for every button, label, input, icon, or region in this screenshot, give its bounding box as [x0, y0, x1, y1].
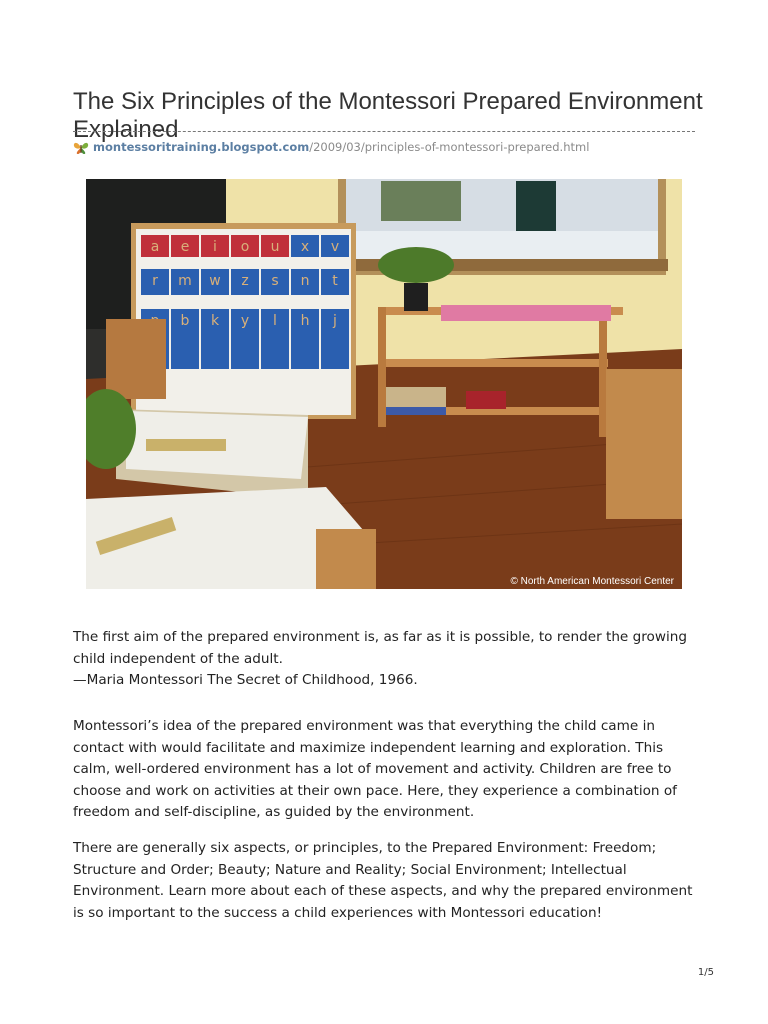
- letter-card-label: x: [300, 239, 310, 255]
- butterfly-icon: [73, 141, 89, 160]
- title-divider: [73, 131, 695, 132]
- quote-text: The first aim of the prepared environment is, as far as it is possible, to render the growing child independent of the adult.: [73, 629, 687, 667]
- letter-card-label: u: [270, 239, 280, 255]
- letter-card-label: l: [273, 313, 277, 329]
- letter-card-label: h: [300, 313, 310, 329]
- letter-card-label: i: [213, 239, 217, 255]
- letter-card-label: t: [332, 273, 338, 289]
- letter-card-label: o: [240, 239, 250, 255]
- letter-card-label: w: [209, 273, 221, 289]
- photo-credit: © North American Montessori Center: [510, 576, 674, 587]
- source-path[interactable]: /2009/03/principles-of-montessori-prepared.html: [309, 140, 590, 154]
- source-domain[interactable]: montessoritraining.blogspot.com: [93, 140, 310, 154]
- letter-card-label: s: [271, 273, 279, 289]
- quote-attribution: —Maria Montessori The Secret of Childhood, 1966.: [73, 672, 418, 688]
- classroom-photo: [86, 179, 682, 589]
- letter-card-label: j: [333, 313, 337, 329]
- letter-card-label: m: [178, 273, 192, 289]
- quote-block: [73, 627, 698, 692]
- classroom-illustration: [86, 179, 682, 589]
- paragraph-1: Montessori’s idea of the prepared environment was that everything the child came in contact with would facilitate and maximize independent learning and exploration. This calm, well-ordered environment has a lot of movement and activity. Children are free to choose and work on activities at their own pace. Here, they experience a combination of freedom and self-discipline, as guided by the environment.: [73, 718, 677, 820]
- source-link[interactable]: [73, 138, 589, 156]
- letter-card-label: y: [240, 313, 250, 329]
- page-title: The Six Principles of the Montessori Prepared Environment Explained: [73, 88, 703, 144]
- letter-card-label: z: [241, 273, 249, 289]
- letter-card-label: k: [210, 313, 220, 329]
- body-paragraph: [73, 716, 698, 824]
- letter-card-label: r: [152, 273, 158, 289]
- paragraph-2: There are generally six aspects, or principles, to the Prepared Environment: Freedom; Structure and Order; Beauty; Nature and Reality; Social Environment; Intellectual Environment. Learn more about each of these aspects, and why the prepared environment is so important to the success a child experiences with Montessori education!: [73, 840, 693, 921]
- letter-card-label: a: [150, 239, 160, 255]
- letter-card-label: n: [300, 273, 310, 289]
- page-number: 1/5: [697, 967, 714, 978]
- letter-card-label: e: [180, 239, 190, 255]
- body-paragraph: [73, 838, 698, 924]
- letter-card-label: v: [330, 239, 340, 255]
- letter-card-label: b: [180, 313, 190, 329]
